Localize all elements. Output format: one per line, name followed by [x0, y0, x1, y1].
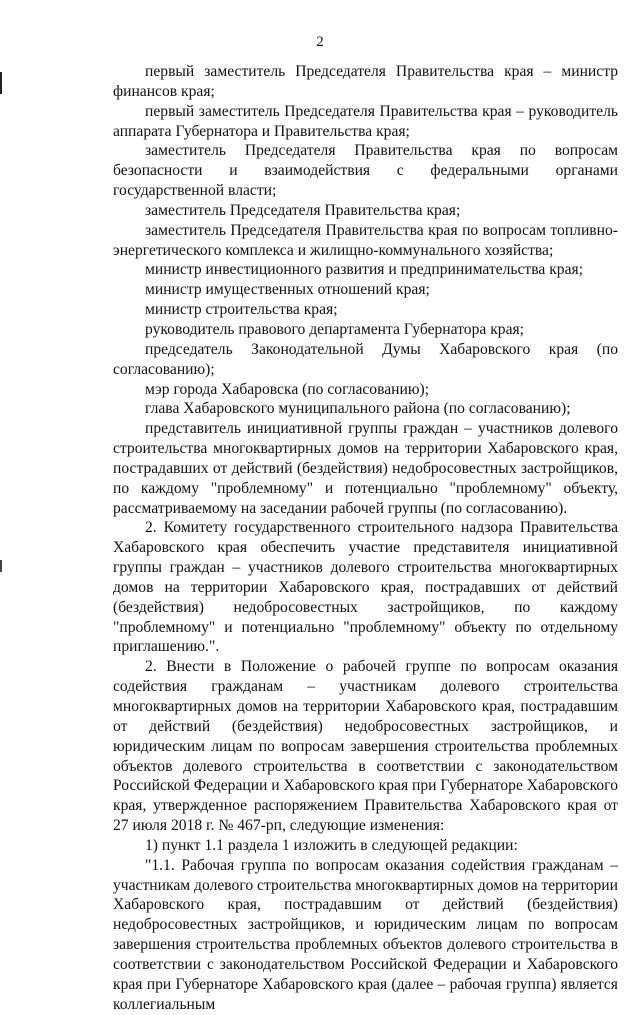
scan-edge-mark: [0, 560, 2, 572]
paragraph: 2. Комитету государственного строительного надзора Правительства Хабаровского края обеспечить участие представителя инициативной группы граждан – участников долевого строительства многоквартирных домов на территории Хабаровского края, пострадавших от действий (бездействия) недобросовестных застройщиков, по каждому "проблемному" и потенциально "проблемному" объекту по отдельному приглашению.".: [113, 519, 618, 656]
paragraph: первый заместитель Председателя Правительства края – руководитель аппарата Губернатора и Правительства края;: [113, 102, 618, 140]
paragraph: глава Хабаровского муниципального района (по согласованию);: [145, 400, 571, 418]
paragraph: руководитель правового департамента Губернатора края;: [145, 320, 524, 338]
page-number: 2: [316, 34, 324, 50]
paragraph: представитель инициативной группы граждан – участников долевого строительства многоквартирных домов на территории Хабаровского края, пострадавших от действий (бездействия) недобросовестных застройщиков, по каждому "проблемному" и потенциально "проблемному" объекту, рассматриваемому на заседании рабочей группы (по согласованию).: [113, 420, 618, 517]
paragraph: заместитель Председателя Правительства края по вопросам безопасности и взаимодействия с федеральными органами государственной власти;: [113, 142, 618, 200]
paragraph: министр имущественных отношений края;: [145, 281, 430, 299]
paragraph: министр строительства края;: [145, 301, 338, 319]
scan-edge-mark: [0, 72, 2, 94]
paragraph: заместитель Председателя Правительства края;: [145, 201, 461, 219]
paragraph: председатель Законодательной Думы Хабаровского края (по согласованию);: [113, 340, 618, 378]
paragraph: мэр города Хабаровска (по согласованию);: [145, 380, 430, 398]
paragraph: первый заместитель Председателя Правительства края – министр финансов края;: [113, 63, 618, 100]
paragraph: "1.1. Рабочая группа по вопросам оказания содействия гражданам – участникам долевого строительства многоквартирных домов на территории Хабаровского края, пострадавшим от действий (бездействия) недобросовестных застройщиков, и юридическим лицам по вопросам завершения строительства проблемных объектов долевого строительства в соответствии с законодательством Российской Федерации и Хабаровского края при Губернаторе Хабаровского края (далее – рабочая группа) является коллегиальным: [113, 856, 618, 1013]
paragraph: заместитель Председателя Правительства края по вопросам топливно-энергетического комплекса и жилищно-коммунального хозяйства;: [113, 221, 618, 259]
document-body: [113, 62, 618, 1015]
paragraph: 1) пункт 1.1 раздела 1 изложить в следующей редакции:: [145, 836, 518, 854]
paragraph: 2. Внести в Положение о рабочей группе по вопросам оказания содействия гражданам – участникам долевого строительства многоквартирных домов на территории Хабаровского края, пострадавшим от действий (бездействия) недобросовестных застройщиков, и юридическим лицам по вопросам завершения строительства проблемных объектов долевого строительства в соответствии с законодательством Российской Федерации и Хабаровского края при Губернаторе Хабаровского края, утвержденное распоряжением Правительства Хабаровского края от 27 июля 2018 г. № 467-рп, следующие изменения:: [113, 658, 618, 835]
paragraph: министр инвестиционного развития и предпринимательства края;: [145, 261, 584, 279]
